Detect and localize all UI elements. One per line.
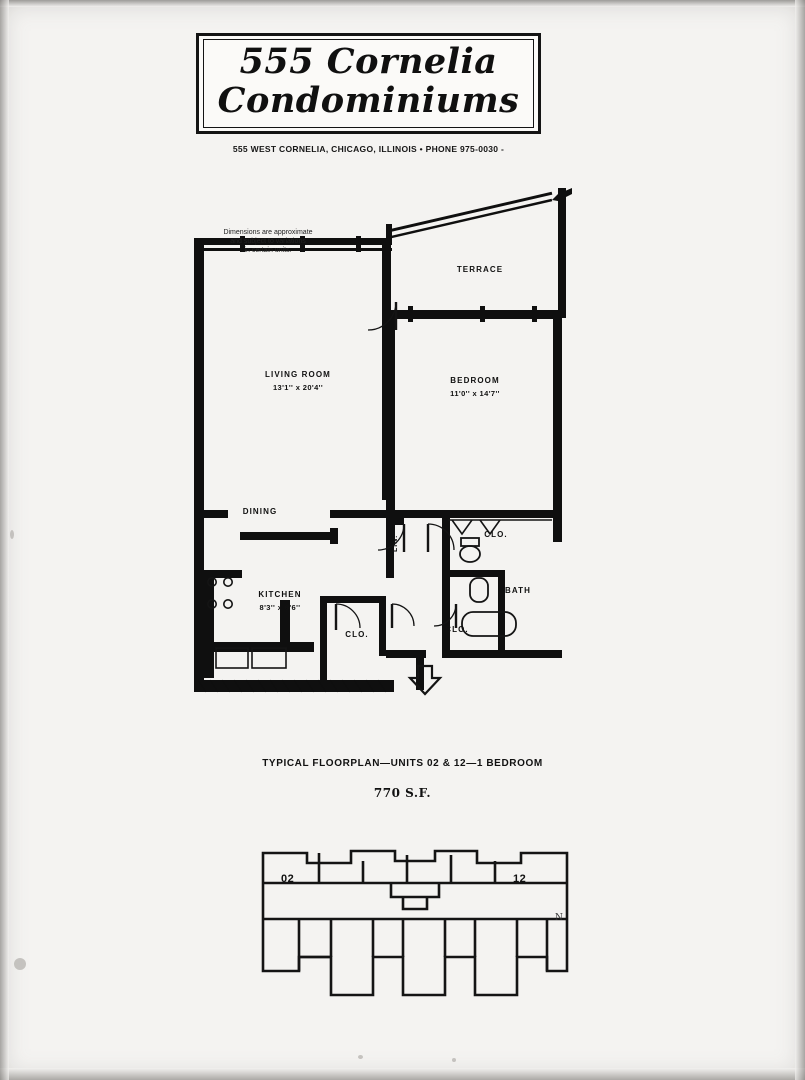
room-label-dining: DINING <box>242 507 278 516</box>
floorplan-svg <box>180 180 600 720</box>
room-label-kitchen: KITCHEN <box>258 590 302 599</box>
scan-speck <box>10 530 14 539</box>
key-plan-unit-12: 12 <box>513 873 527 885</box>
room-label-terrace: TERRACE <box>456 265 504 274</box>
page-edge-bottom <box>0 1068 805 1080</box>
floorplan-caption: TYPICAL FLOORPLAN—UNITS 02 & 12—1 BEDROOM <box>262 758 543 769</box>
terrace-railing <box>386 188 572 239</box>
room-label-closet-entry: CLO. <box>345 630 369 639</box>
room-label-living-room: LIVING ROOM <box>265 370 331 379</box>
key-plan-svg <box>255 845 575 1015</box>
north-arrow-label: N <box>555 913 563 923</box>
building-name-line-1: 555 Cornelia <box>239 41 498 82</box>
entry-arrow <box>410 666 440 694</box>
note-line-2: and subject to variations <box>230 238 306 245</box>
scan-speck <box>358 1055 363 1059</box>
room-label-bath: BATH <box>504 586 532 595</box>
building-name-line-2: Condominiums <box>217 80 520 121</box>
page-edge-right <box>795 0 805 1080</box>
logo-box <box>196 33 541 134</box>
dimensions-note <box>198 228 338 255</box>
note-line-1: Dimensions are approximate <box>223 229 313 236</box>
room-label-closet-hall: CLO. <box>445 625 469 634</box>
key-plan <box>255 845 575 1015</box>
room-dim-bedroom: 11'0'' x 14'7'' <box>450 389 500 398</box>
room-label-linen: LIN. <box>392 534 399 552</box>
key-plan-unit-02: 02 <box>281 873 295 885</box>
note-line-3: in certain units. <box>244 247 292 254</box>
floorplan-drawing <box>180 180 600 720</box>
page-edge-top <box>0 0 805 7</box>
square-footage: 770 S.F. <box>373 786 432 800</box>
room-dim-living-room: 13'1'' x 20'4'' <box>272 383 324 392</box>
scan-speck <box>14 958 26 970</box>
room-dim-kitchen: 8'3'' x 8'6'' <box>259 603 301 612</box>
address-line: 555 WEST CORNELIA, CHICAGO, ILLINOIS • PHONE 975-0030 - <box>232 144 505 154</box>
page-edge-left <box>0 0 9 1080</box>
room-label-closet-bedroom: CLO. <box>484 530 508 539</box>
room-label-bedroom: BEDROOM <box>450 376 500 385</box>
scan-speck <box>452 1058 456 1062</box>
